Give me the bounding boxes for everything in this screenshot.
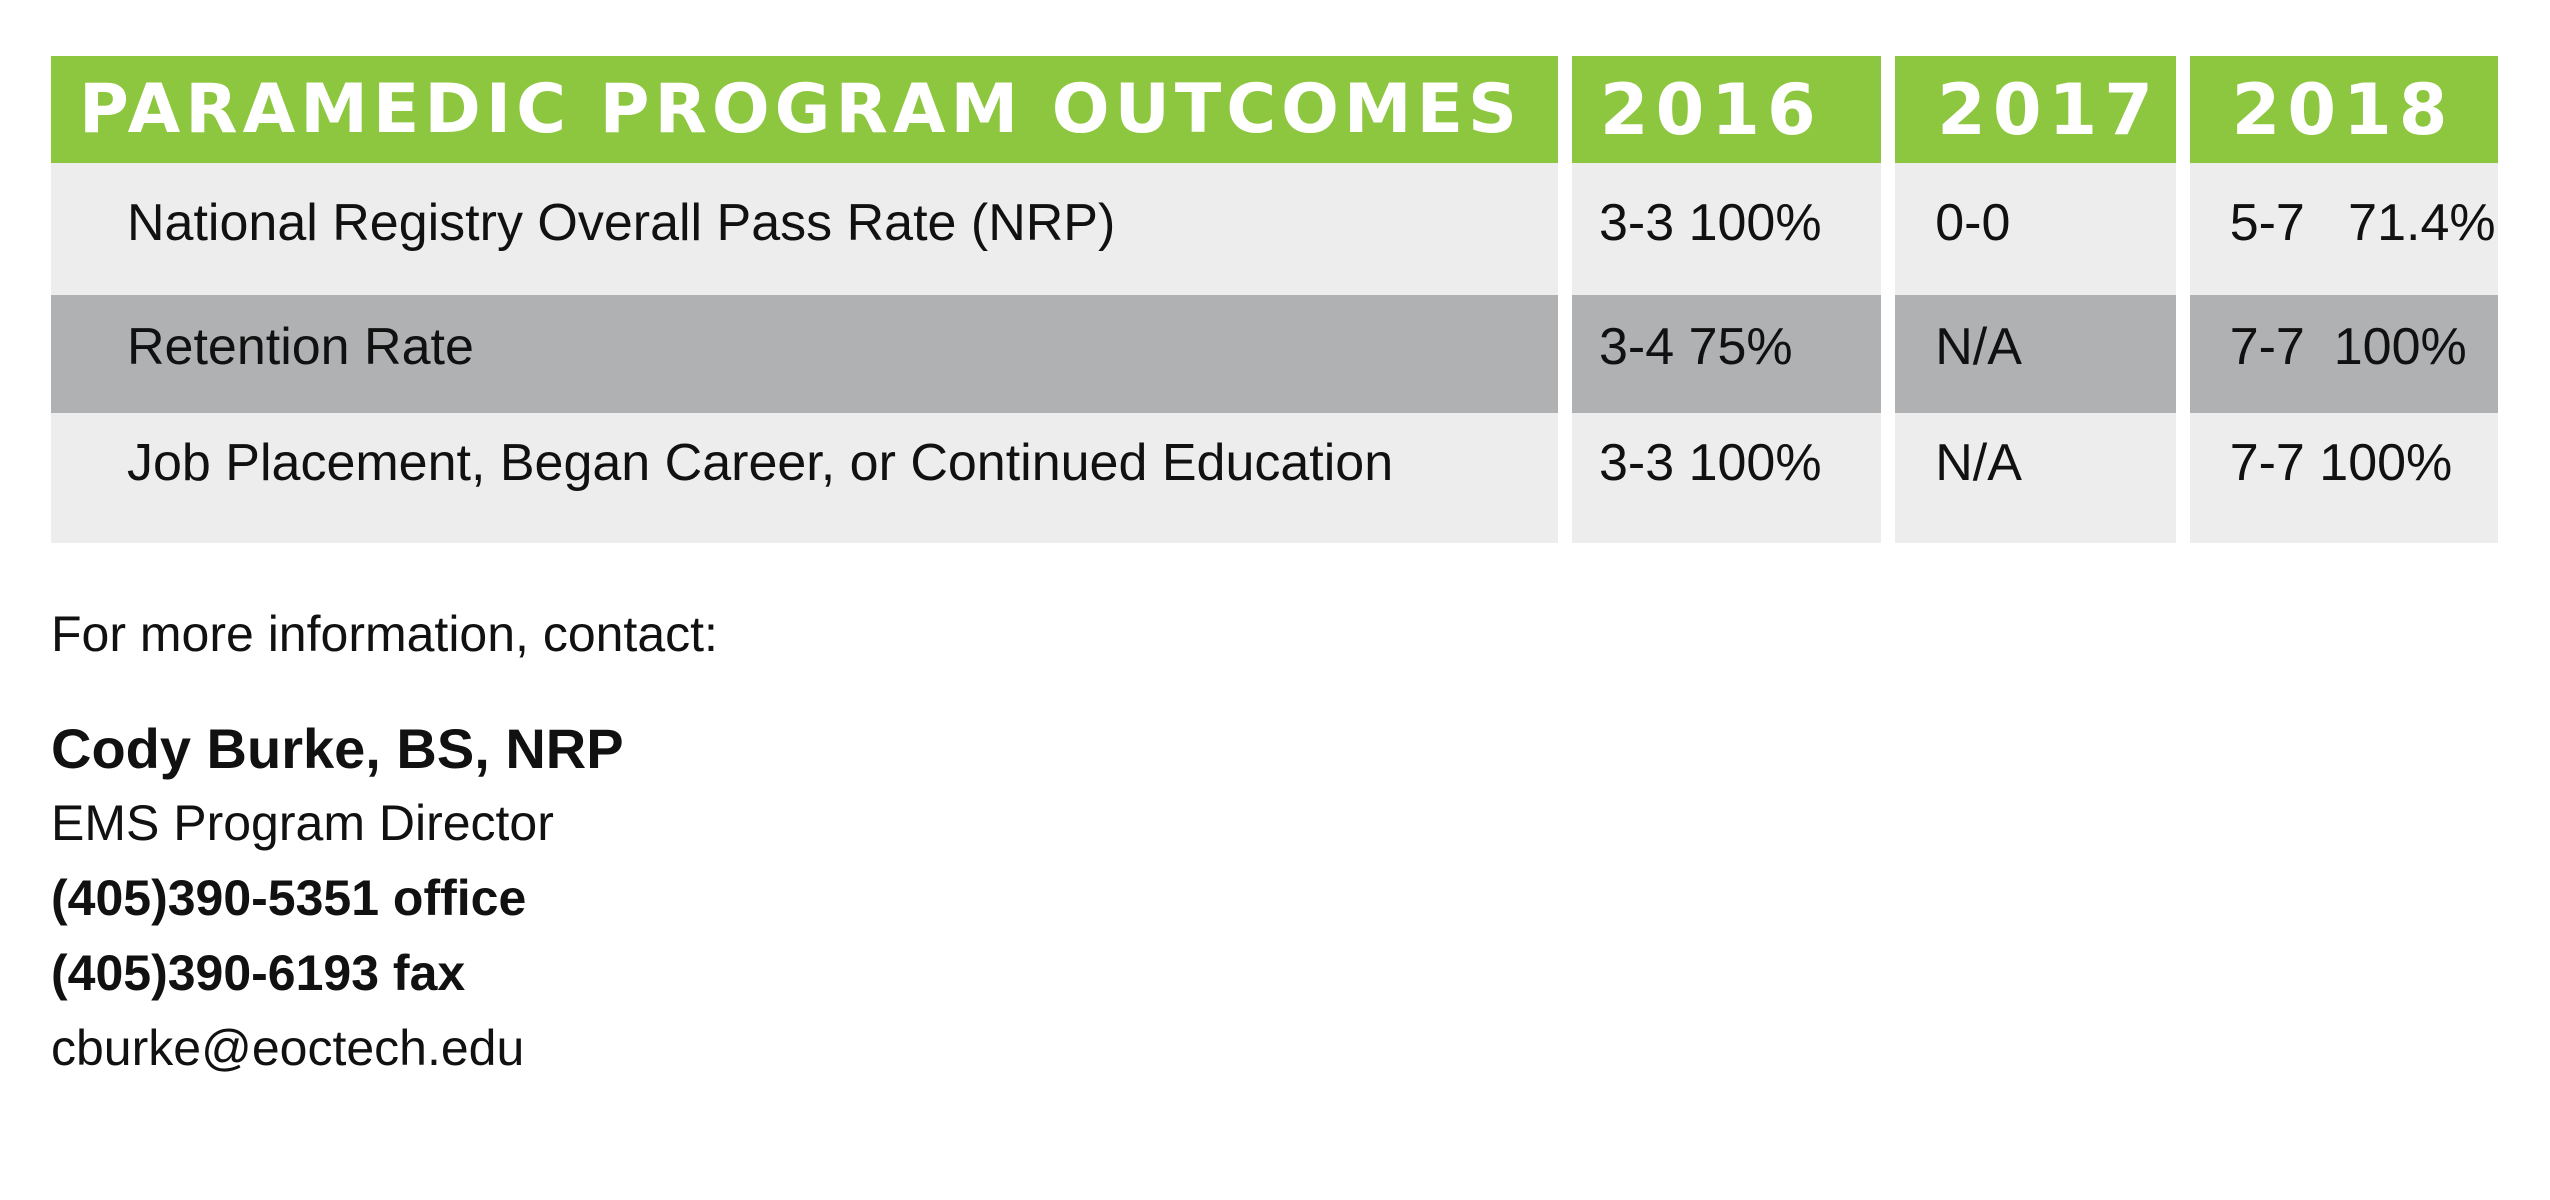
cell-2017: N/A <box>1895 295 2175 413</box>
row-label: National Registry Overall Pass Rate (NRP) <box>51 163 1558 295</box>
header-year-2016: 2016 <box>1572 56 1881 163</box>
row-label: Retention Rate <box>51 295 1558 413</box>
column-divider <box>1881 413 1895 543</box>
cell-2016: 3-3 100% <box>1572 413 1881 543</box>
cell-2018: 7-7 100% <box>2190 413 2498 543</box>
header-title: PARAMEDIC PROGRAM OUTCOMES <box>51 56 1558 163</box>
column-divider <box>2176 413 2190 543</box>
table-row <box>51 413 2498 543</box>
table-row <box>51 163 2498 295</box>
column-divider <box>1558 295 1572 413</box>
header-year-2017: 2017 <box>1895 56 2176 163</box>
header-year-2018: 2018 <box>2190 56 2498 163</box>
cell-2017: 0-0 <box>1895 163 2175 295</box>
column-divider <box>1881 56 1895 163</box>
table-row <box>51 295 2498 413</box>
column-divider <box>2176 163 2190 295</box>
column-divider <box>1881 295 1895 413</box>
contact-block <box>51 605 718 1086</box>
cell-2016: 3-3 100% <box>1572 163 1881 295</box>
row-label: Job Placement, Began Career, or Continued Education <box>51 413 1558 543</box>
column-divider <box>1558 56 1572 163</box>
contact-office-phone[interactable]: (405)390-5351 office <box>51 870 527 926</box>
cell-2018: 7-7 100% <box>2190 295 2498 413</box>
contact-email-link[interactable]: cburke@eoctech.edu <box>51 1020 525 1076</box>
cell-2018: 5-7 71.4% <box>2190 163 2498 295</box>
cell-2017: N/A <box>1895 413 2175 543</box>
contact-title: EMS Program Director <box>51 795 554 851</box>
column-divider <box>2176 295 2190 413</box>
column-divider <box>2176 56 2190 163</box>
contact-intro: For more information, contact: <box>51 606 718 662</box>
column-divider <box>1558 163 1572 295</box>
contact-name: Cody Burke, BS, NRP <box>51 717 624 780</box>
column-divider <box>1881 163 1895 295</box>
column-divider <box>1558 413 1572 543</box>
table-header-row <box>51 56 2498 163</box>
contact-fax: (405)390-6193 fax <box>51 945 466 1001</box>
outcomes-table <box>51 56 2498 543</box>
cell-2016: 3-4 75% <box>1572 295 1881 413</box>
